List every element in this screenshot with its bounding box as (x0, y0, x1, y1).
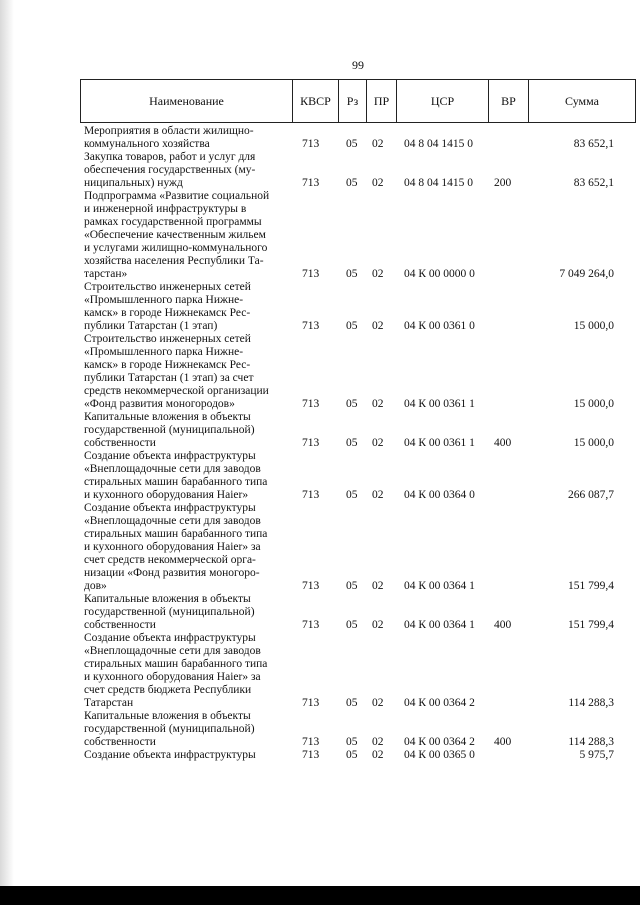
table-header (80, 79, 636, 123)
row-name-line: «Внеплощадочные сети для заводов (84, 515, 261, 527)
row-name-line: и услугами жилищно-коммунального (84, 242, 268, 254)
table-row (80, 190, 636, 281)
row-name-line: ниципальных) нужд (84, 177, 183, 189)
row-name-line: стиральных машин барабанного типа (84, 658, 268, 670)
row-name-line: низации «Фонд развития моногоро- (84, 567, 260, 579)
cell-pr: 02 (372, 437, 384, 449)
cell-csr: 04 8 04 1415 0 (404, 138, 473, 150)
cell-sum: 15 000,0 (573, 437, 614, 449)
row-name-line: «Промышленного парка Нижне- (84, 346, 244, 358)
row-name-line: Мероприятия в области жилищно- (84, 125, 254, 137)
cell-csr: 04 К 00 0364 2 (404, 736, 475, 748)
cell-kvsr: 713 (302, 138, 320, 150)
cell-rz: 05 (346, 138, 358, 150)
cell-sum: 15 000,0 (573, 320, 614, 332)
cell-sum: 5 975,7 (579, 749, 614, 761)
row-name-line: собственности (84, 619, 156, 631)
header-rz: Рз (339, 80, 367, 122)
row-name-line: «Внеплощадочные сети для заводов (84, 645, 261, 657)
cell-vr: 200 (494, 177, 512, 189)
cell-pr: 02 (372, 736, 384, 748)
row-name-line: счет средств бюджета Республики (84, 684, 252, 696)
table-row (80, 593, 636, 632)
cell-sum: 83 652,1 (573, 177, 614, 189)
row-name-line: стиральных машин барабанного типа (84, 476, 268, 488)
row-name-line: камск» в городе Нижнекамск Рес- (84, 359, 251, 371)
row-name-line: и кухонного оборудования Haier» (84, 489, 249, 501)
cell-pr: 02 (372, 697, 384, 709)
cell-sum: 15 000,0 (573, 398, 614, 410)
row-name-line: государственной (муниципальной) (84, 424, 255, 436)
row-values (80, 398, 636, 411)
row-name-line: «Обеспечение качественным жильем (84, 229, 266, 241)
row-values (80, 320, 636, 333)
row-name-line: стиральных машин барабанного типа (84, 528, 268, 540)
cell-sum: 266 087,7 (568, 489, 614, 501)
table-row (80, 151, 636, 190)
cell-vr: 400 (494, 736, 512, 748)
cell-pr: 02 (372, 398, 384, 410)
row-values (80, 697, 636, 710)
cell-rz: 05 (346, 580, 358, 592)
row-values (80, 177, 636, 190)
row-name-line: собственности (84, 437, 156, 449)
cell-kvsr: 713 (302, 177, 320, 189)
row-name-line: дов» (84, 580, 107, 592)
cell-pr: 02 (372, 489, 384, 501)
table-row (80, 450, 636, 502)
cell-pr: 02 (372, 619, 384, 631)
row-name-line: государственной (муниципальной) (84, 723, 255, 735)
row-name-line: публики Татарстан (1 этап) (84, 320, 218, 332)
cell-sum: 151 799,4 (568, 580, 614, 592)
cell-kvsr: 713 (302, 619, 320, 631)
cell-kvsr: 713 (302, 697, 320, 709)
cell-rz: 05 (346, 398, 358, 410)
table-body (80, 125, 636, 762)
cell-kvsr: 713 (302, 320, 320, 332)
cell-rz: 05 (346, 619, 358, 631)
cell-sum: 83 652,1 (573, 138, 614, 150)
row-name-line: Капитальные вложения в объекты (84, 411, 251, 423)
row-name-line: тарстан» (84, 268, 128, 280)
row-name-line: Создание объекта инфраструктуры (84, 749, 256, 761)
cell-rz: 05 (346, 749, 358, 761)
row-values (80, 736, 636, 749)
table-row (80, 281, 636, 333)
row-name-line: и инженерной инфраструктуры в (84, 203, 247, 215)
table-row (80, 632, 636, 710)
header-sum: Сумма (565, 93, 599, 108)
cell-kvsr: 713 (302, 398, 320, 410)
cell-rz: 05 (346, 736, 358, 748)
row-name-line: «Промышленного парка Нижне- (84, 294, 244, 306)
row-name-line: публики Татарстан (1 этап) за счет (84, 372, 254, 384)
table-row (80, 710, 636, 749)
table-row (80, 125, 636, 151)
row-name-line: камск» в городе Нижнекамск Рес- (84, 307, 251, 319)
table-row (80, 502, 636, 593)
cell-sum: 114 288,3 (568, 697, 614, 709)
header-pr: ПР (367, 80, 397, 122)
cell-sum: 114 288,3 (568, 736, 614, 748)
row-values (80, 489, 636, 502)
cell-kvsr: 713 (302, 749, 320, 761)
cell-kvsr: 713 (302, 580, 320, 592)
cell-csr: 04 К 00 0364 1 (404, 580, 475, 592)
row-name-line: рамках государственной программы (84, 216, 262, 228)
cell-rz: 05 (346, 320, 358, 332)
row-name-line: Строительство инженерных сетей (84, 333, 251, 345)
cell-csr: 04 К 00 0361 1 (404, 398, 475, 410)
header-kvsr: КВСР (293, 80, 339, 122)
header-vr: ВР (489, 80, 529, 122)
row-values (80, 268, 636, 281)
row-name-line: обеспечения государственных (му- (84, 164, 256, 176)
cell-kvsr: 713 (302, 268, 320, 280)
row-name-line: Создание объекта инфраструктуры (84, 450, 256, 462)
cell-vr: 400 (494, 619, 512, 631)
cell-kvsr: 713 (302, 489, 320, 501)
page-number: 99 (352, 58, 364, 72)
cell-rz: 05 (346, 177, 358, 189)
row-name-line: Капитальные вложения в объекты (84, 593, 251, 605)
row-name-line: Строительство инженерных сетей (84, 281, 251, 293)
cell-csr: 04 К 00 0364 1 (404, 619, 475, 631)
row-name-line: и кухонного оборудования Haier» за (84, 671, 261, 683)
header-name: Наименование (81, 80, 293, 122)
scan-edge (0, 886, 640, 905)
table-row (80, 333, 636, 411)
cell-pr: 02 (372, 749, 384, 761)
cell-rz: 05 (346, 268, 358, 280)
row-name-line: коммунального хозяйства (84, 138, 210, 150)
table-row (80, 411, 636, 450)
cell-csr: 04 К 00 0364 2 (404, 697, 475, 709)
row-values (80, 437, 636, 450)
row-name-line: собственности (84, 736, 156, 748)
cell-sum: 151 799,4 (568, 619, 614, 631)
cell-csr: 04 К 00 0000 0 (404, 268, 475, 280)
cell-csr: 04 К 00 0361 1 (404, 437, 475, 449)
scan-shadow (0, 0, 14, 905)
cell-sum: 7 049 264,0 (559, 268, 614, 280)
cell-pr: 02 (372, 320, 384, 332)
row-values (80, 580, 636, 593)
cell-csr: 04 К 00 0361 0 (404, 320, 475, 332)
row-name-line: и кухонного оборудования Haier» за (84, 541, 261, 553)
cell-pr: 02 (372, 580, 384, 592)
cell-vr: 400 (494, 437, 512, 449)
cell-kvsr: 713 (302, 736, 320, 748)
row-name-line: Закупка товаров, работ и услуг для (84, 151, 256, 163)
row-name-line: средств некоммерческой организации (84, 385, 269, 397)
cell-csr: 04 К 00 0364 0 (404, 489, 475, 501)
row-name-line: «Внеплощадочные сети для заводов (84, 463, 261, 475)
cell-rz: 05 (346, 489, 358, 501)
cell-pr: 02 (372, 268, 384, 280)
row-name-line: Подпрограмма «Развитие социальной (84, 190, 270, 202)
row-values (80, 749, 636, 762)
row-name-line: «Фонд развития моногородов» (84, 398, 235, 410)
row-values (80, 138, 636, 151)
cell-kvsr: 713 (302, 437, 320, 449)
row-name-line: Создание объекта инфраструктуры (84, 632, 256, 644)
cell-rz: 05 (346, 697, 358, 709)
cell-csr: 04 8 04 1415 0 (404, 177, 473, 189)
row-name-line: Капитальные вложения в объекты (84, 710, 251, 722)
row-values (80, 619, 636, 632)
row-name-line: государственной (муниципальной) (84, 606, 255, 618)
row-name-line: счет средств некоммерческой орга- (84, 554, 256, 566)
header-csr: ЦСР (397, 80, 489, 122)
cell-rz: 05 (346, 437, 358, 449)
row-name-line: хозяйства населения Республики Та- (84, 255, 264, 267)
cell-pr: 02 (372, 138, 384, 150)
row-name-line: Создание объекта инфраструктуры (84, 502, 256, 514)
row-name-line: Татарстан (84, 697, 134, 709)
cell-csr: 04 К 00 0365 0 (404, 749, 475, 761)
table-row (80, 749, 636, 762)
cell-pr: 02 (372, 177, 384, 189)
